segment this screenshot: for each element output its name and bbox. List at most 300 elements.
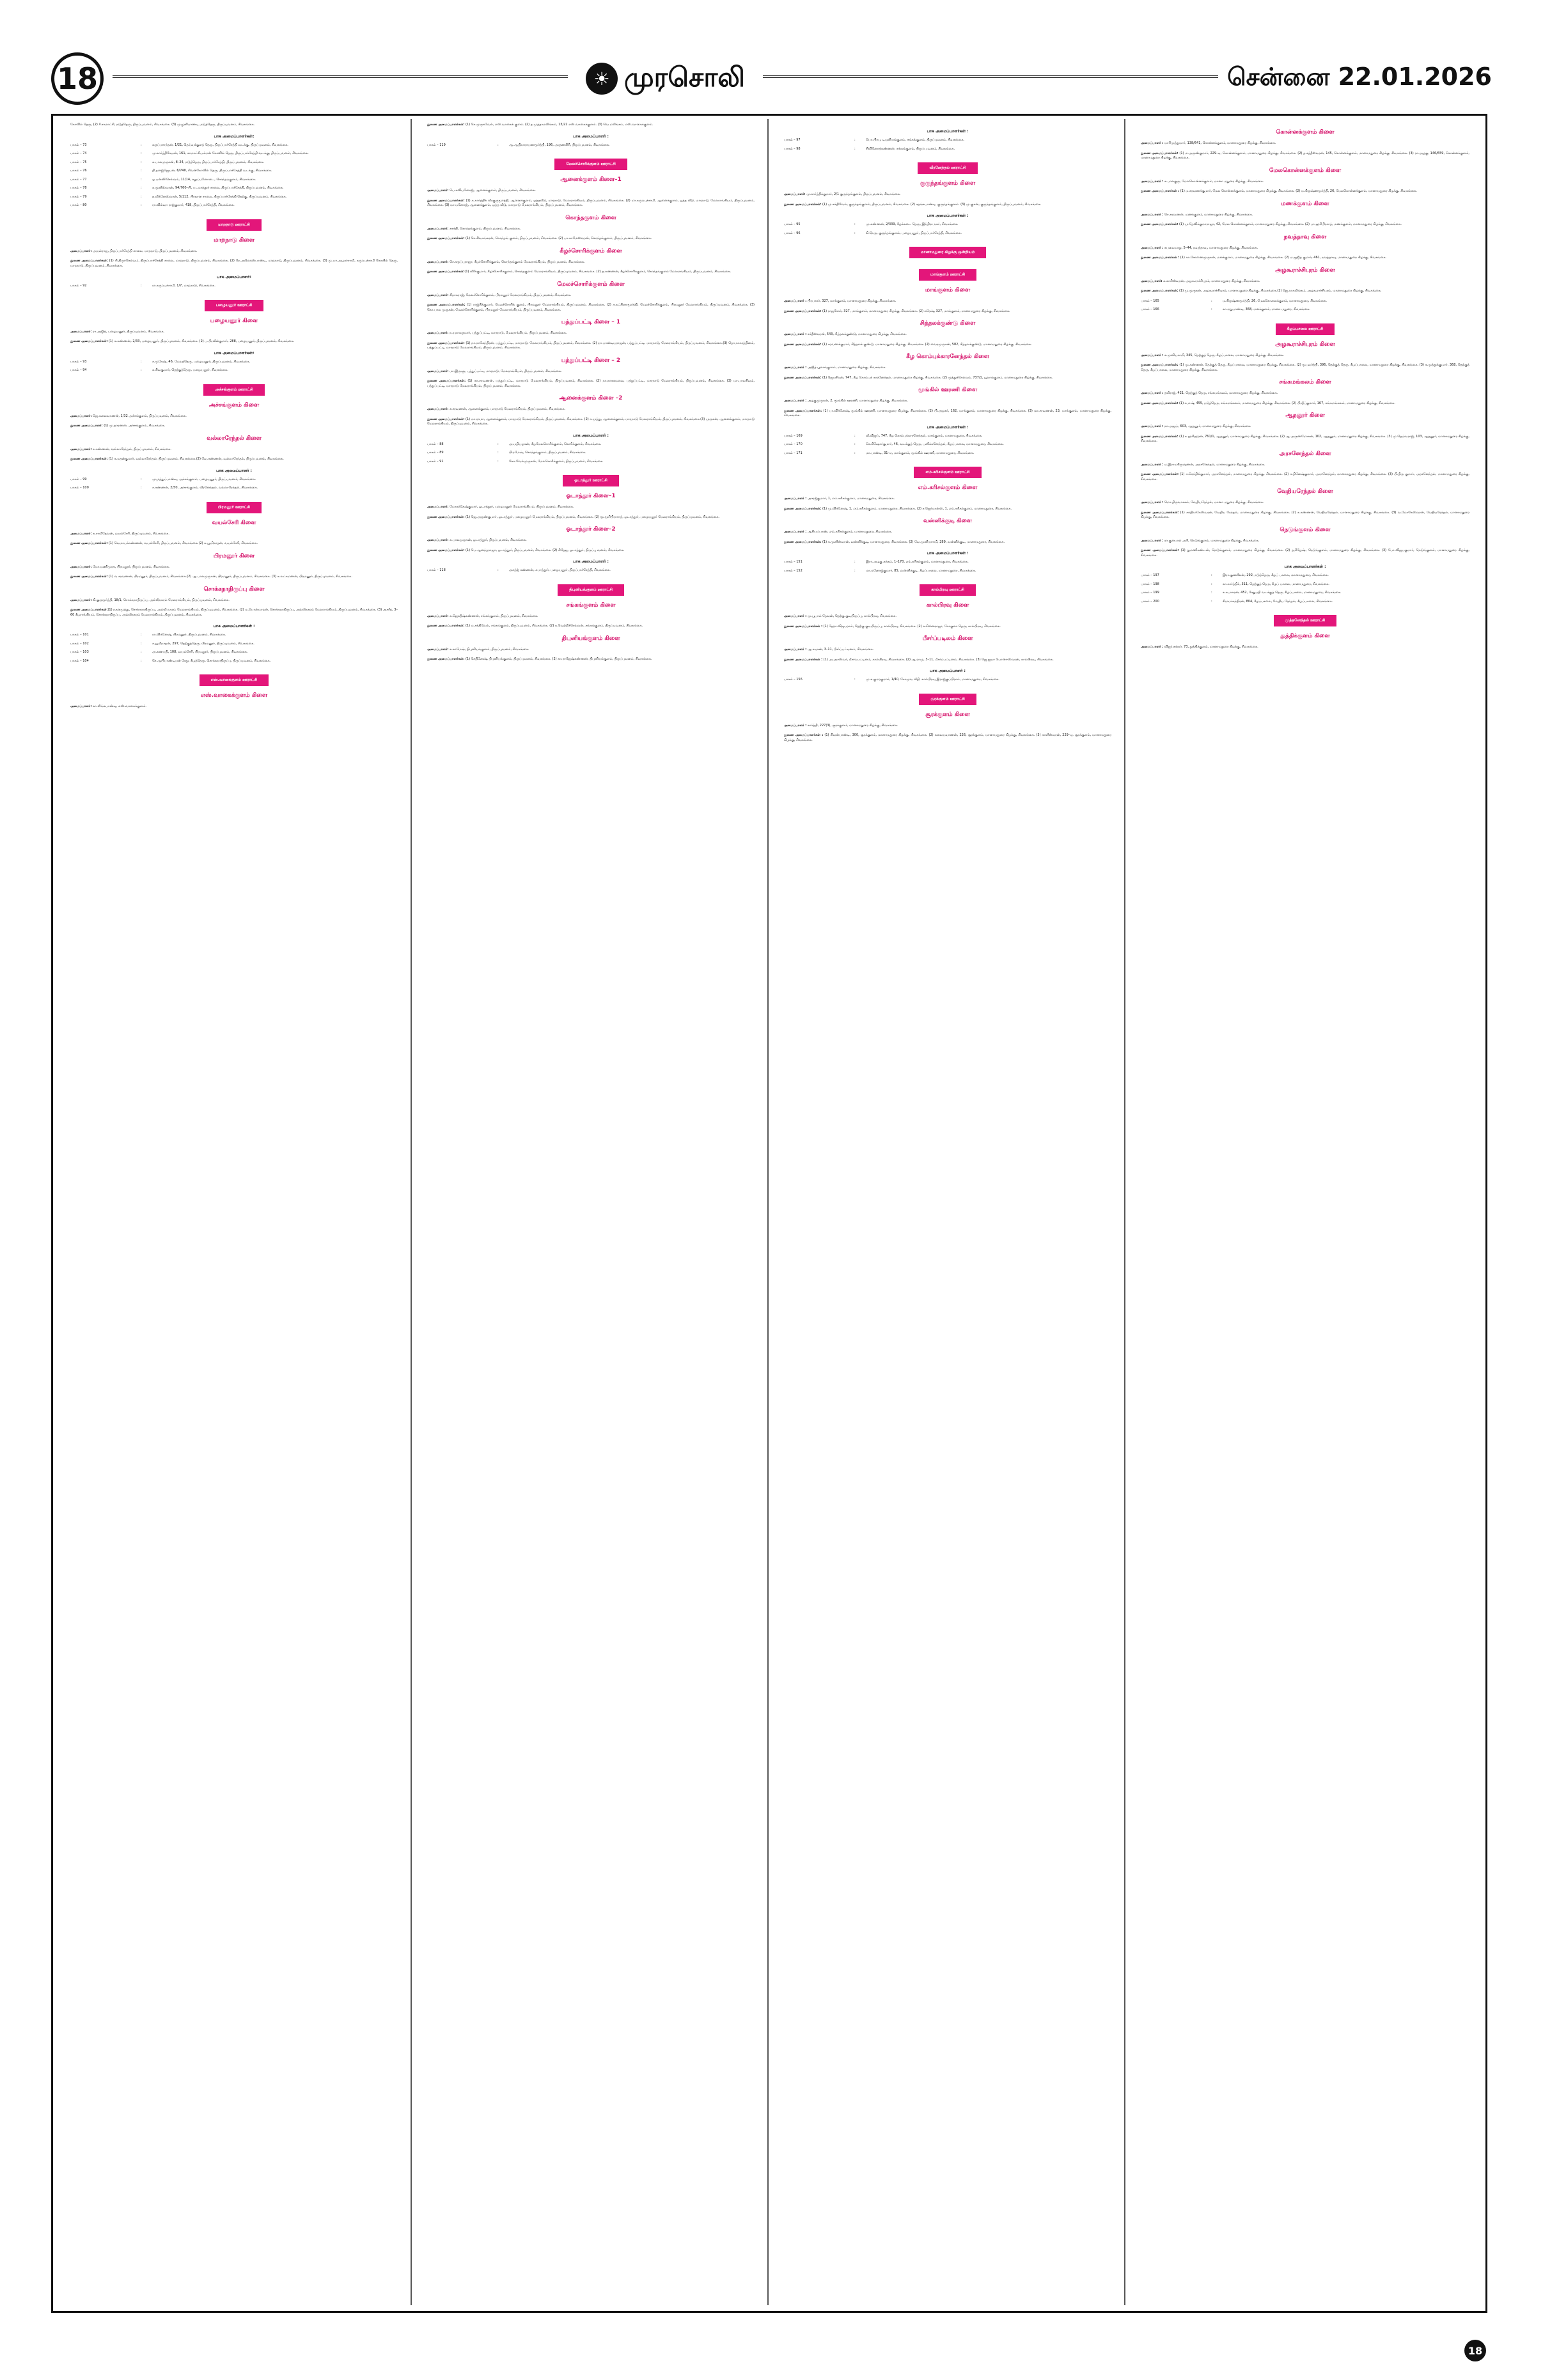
role-label: அமைப்பாளர் : xyxy=(1141,462,1164,467)
role-label: துணை அமைப்பாளர்கள்: xyxy=(427,123,465,127)
colon-separator: : xyxy=(141,641,142,646)
booth-organizer: ச.கண்ணன், 2/50, அச்சங்குளம், வீரனேந்தல், வல்லாரேந்தல், சிவகங்கை. xyxy=(152,486,258,490)
role-label: அமைப்பாளர் : xyxy=(1141,391,1164,395)
member-text: (1) சக்திநாகேஸ்வரன், வேதிய ரேந்தல், மானாமதுரை கிழக்கு, சிவகங்கை. (2) க.கண்ணன், வேதியரேந்தல், மானாமதுரை கிழக்கு, சிவகங்கை. (3) வ.மோகேஸ்வரன், வேதியரேந்தல், மானாமதுரை கிழக்கு, சிவகங்கை. xyxy=(1141,510,1469,519)
colon-separator: : xyxy=(1211,573,1212,577)
branch-heading: கொந்தகுளம் கிளை xyxy=(565,214,616,221)
role-label: துணை அமைப்பாளர்கள் : xyxy=(1141,189,1180,193)
section-banner xyxy=(70,499,398,513)
member-text: (1) நா.நாகேந்திரன், பத்துப்பட்டி, மாரநாடு, மேலராங்கியம், திருப்புவனம், சிவகங்கை. (2) நா.பாண்டியராஜன், பத்துப்பட்டி, மாரநாடு, மேலராங்கியம், திருப்புவனம், சிவகங்கை.(3) தொ.நாகரத்தினம், பத்துப்பட்டி, மாரநாடு மேலராங்கியம், திருப்புவனம், சிவகங்கை. xyxy=(427,341,755,350)
booth-organizer: வீ.விஜய், 747, கீழ கொம்புக்காரனேந்தல், மாங்குளம், மானாமதுரை, சிவகங்கை. xyxy=(866,433,983,438)
role-label: அமைப்பாளர்: xyxy=(427,331,449,335)
member-text: சசக்தி, கொந்தங்குளம், திருப்புவனம், சிவகங்கை. xyxy=(448,226,521,231)
role-label: அமைப்பாளர்: xyxy=(427,369,449,373)
booth-organizer: செ.கிஷோர்குமார், 46, வடக்குத் தெரு, பனிக்கனேந்தல், கீழப்பசலை, மானாமதுரை, சிவகங்கை. xyxy=(866,442,1004,446)
column-4 xyxy=(1125,119,1482,2305)
role-label: துணை அமைப்பாளர்கள்: xyxy=(70,339,108,343)
member-paragraph xyxy=(427,331,755,336)
branch-heading: ஆதனூர் கிளை xyxy=(1285,412,1325,419)
branch-heading: கீழ கொம்புக்காரனேந்தல் கிளை xyxy=(906,354,989,360)
member-text: (1) வ.சரவணன், பிரமனூர், திருப்புவனம், சிவகங்கை.(2) ஆ.பாலமுருகன், பிரமனூர், திருப்புவனம், சிவகங்கை. (3) க.லட்சுமணன், பிரமனூர், திருப்புவனம், சிவகங்கை. xyxy=(107,575,352,579)
section-banner-label: பிரமனூர் ஊராட்சி xyxy=(207,502,262,513)
member-paragraph xyxy=(784,192,1111,198)
member-text: மாரிமுத்துமார், 138/641, கொன்னக்குளம், மானாமதுரை கிழக்கு, சிவகங்கை. xyxy=(1163,141,1276,145)
branch-heading: மேலச்சொரிக்குளம் கிளை xyxy=(557,281,625,288)
member-text: க.பாலகுரு, மேலகொன்னக்குளம், மானா மதுரை கிழக்கு, சிவகங்கை. xyxy=(1163,179,1264,183)
branch-heading: சூரக்குளம் கிளை xyxy=(925,711,970,718)
booth-organizer: மு.கார்த்திகேயன், 161, காமாட்சியம்மன் கோவில் தெரு, திருப்பாச்சேத்தி வடக்கு, திருப்புவனம், சிவகங்கை. xyxy=(152,152,309,155)
booth-organizer: மா.மனோஜ்குமார், 85, வன்னிக்குடி, கீழப்பசலை, மானாமதுரை, சிவகங்கை. xyxy=(866,568,976,573)
booth-organizer: தி.தனஜ்ஜெயன், 6/740, சிவன்கோவில் தெரு, திருப்பாச்சேத்தி வடக்கு, சிவகங்கை. xyxy=(152,169,272,173)
colon-separator: : xyxy=(1211,307,1212,311)
booth-row xyxy=(1141,582,1469,587)
role-label: அமைப்பாளர்: xyxy=(427,293,449,297)
role-label: அமைப்பாளர்: xyxy=(427,407,449,411)
member-paragraph xyxy=(70,330,398,335)
member-paragraph xyxy=(1141,401,1469,407)
member-paragraph xyxy=(427,189,755,194)
branch-heading: நெடுங்குளம் கிளை xyxy=(1280,526,1331,533)
colon-separator: : xyxy=(497,143,499,147)
role-label: அமைப்பாளர் : xyxy=(1141,245,1164,250)
role-label: அமைப்பாளர் : xyxy=(784,648,807,651)
member-text: (1) க.ஹரிஹரன், 761/1, ஆதனூர், மானாமதுரை கிழக்கு, சிவகங்கை. (2) ஆ.அருண்மோகன், 102, ஆதனூர், மானாமதுரை கிழக்கு, சிவகங்கை. (3) மு.தெய்வராஜ், 103, ஆதனூர், மானாமதுரை கிழக்கு, சிவகங்கை. xyxy=(1141,434,1470,443)
member-paragraph xyxy=(1141,463,1469,468)
colon-separator: : xyxy=(1211,599,1212,603)
colon-separator: : xyxy=(1211,582,1212,586)
member-paragraph xyxy=(70,541,398,547)
member-paragraph xyxy=(1141,511,1469,520)
member-paragraph xyxy=(427,407,755,412)
role-label: அமைப்பாளர் : xyxy=(1141,538,1164,543)
booth-organizer: ஆ.ஆதிநாராயணமூர்த்தி, 196, அருணகிரி, திருப்புவனம், சிவகங்கை. xyxy=(509,143,610,147)
booth-organizer: கோ.வேல்முருகன், மேலசொரிக்குளம், திருப்புவனம், சிவகங்கை. xyxy=(509,459,604,463)
member-text: ம.இராமகிருஷ்ணன், அரசனேந்தல், மானாமதுரை கிழக்கு, சிவகங்கை. xyxy=(1163,462,1265,467)
branch-heading: மேலகொன்னக்குளம் கிளை xyxy=(1269,167,1342,174)
role-label: அமைப்பாளர்: xyxy=(70,414,92,418)
branch-heading: ஆனைக்குளம் கிளை –2 xyxy=(559,395,623,401)
member-paragraph xyxy=(427,505,755,510)
section-banner xyxy=(70,381,398,396)
booth-row xyxy=(427,460,755,465)
role-label: அமைப்பாளர்: xyxy=(70,329,92,334)
colon-separator: : xyxy=(141,177,142,182)
member-paragraph xyxy=(427,270,755,275)
branch-heading: எஸ்.வாகைக்குளம் கிளை xyxy=(201,692,267,699)
role-label: துணை அமைப்பாளர்கள்: xyxy=(1141,510,1179,515)
branch-heading: பத்துப்பட்டி கிளை – 1 xyxy=(561,319,621,325)
branch-heading: பீசர்ப்படிலம் கிளை xyxy=(922,635,973,642)
booth-number: பாகம் – 171 xyxy=(784,451,803,455)
role-label: துணை அமைப்பாளர்கள் : xyxy=(784,657,823,662)
role-label: துணை அமைப்பாளர்கள்: xyxy=(1141,472,1179,476)
colon-separator: : xyxy=(854,442,856,446)
branch-heading: அரசனேந்தல் கிளை xyxy=(1279,450,1331,457)
colon-separator: : xyxy=(141,194,142,199)
role-label: துணை அமைப்பாளர்கள்: xyxy=(784,408,822,413)
section-banner-label: ஓடாத்தூர் ஊராட்சி xyxy=(563,475,619,486)
booth-organizer: இரா.குணசீலன், 292, நடுத்தெரு, கீழப் பசலை, மானாமதுரை, சிவகங்கை. xyxy=(1223,573,1329,577)
booth-row xyxy=(784,138,1111,143)
branch-heading: கால்பிரவு கிளை xyxy=(926,602,969,609)
role-label: துணை அமைப்பாளர்கள்: xyxy=(427,341,465,345)
role-label: அமைப்பாளர்: xyxy=(427,647,449,651)
booth-row xyxy=(70,360,398,365)
member-text: க.முனியசாமி, 345, தெற்குத் தெரு, கீழப்பசலை, மானாமதுரை கிழக்கு, சிவகங்கை. xyxy=(1163,353,1284,357)
member-text: க.சாமிதேவன், வயல்சேரி, திருப்புவனம், சிவகங்கை. xyxy=(91,531,169,536)
subheading: பாக அமைப்பாளர்கள் : xyxy=(927,129,969,134)
member-text: செ.சரவணன், மணக்குளம், மானாமதுரை கிழக்கு, சிவகங்கை. xyxy=(1163,212,1253,217)
member-paragraph xyxy=(427,379,755,389)
booth-number: பாகம் – 91 xyxy=(427,459,444,463)
member-text: (1) சி.திருச்செல்வம், திருப்பாச்சேத்தி சாலை, மாறநாடு, திருப்புவனம், சிவகங்கை. (2) நே.அலெக்ஸ்பாண்டி, மாறநாடு, திருப்புவனம், சிவகங்கை. (3) மு.பா.அழகர்சாமி, கருப்புச்சாமி கோயில் தெரு, மாறநாடு, திருப்புவனம், சிவகங்கை. xyxy=(70,259,398,268)
section-banner xyxy=(1141,612,1469,626)
booth-row xyxy=(784,560,1111,565)
member-text: (1) ராஜ்சித்குமார், மேலச்சொரிக் குளம், பிரமனூர் மேலராங்கியம், திருப்புவனம், சிவகங்கை. (2) ச.நட்சினாமூர்த்தி, மேலச்சொரிக்குளம், பிரமனூர் மேலராங்கியம், திருப்புவனம், சிவகங்கை. (3) கோ.பால முருகன், மேலச்சொரிக்குளம், பிரமனூர் மேலராங்கியம், திருப்புவனம், சிவகங்கை. xyxy=(427,303,755,312)
subheading: பாக அமைப்பாளர்கள் : xyxy=(927,214,969,218)
booth-organizer: ரா.விக்னேஷ், பிரமனூர், திருப்புவனம், சிவகங்கை. xyxy=(152,633,226,637)
subheading: பாக அமைப்பாளர்கள் : xyxy=(927,551,969,556)
columns xyxy=(55,119,1484,2305)
role-label: துணை அமைப்பாளர்கள்: xyxy=(1141,363,1179,367)
booth-row xyxy=(784,569,1111,574)
branch-heading: சங்கமங்கலம் கிளை xyxy=(1279,379,1331,385)
booth-number: பாகம் – 75 xyxy=(70,160,87,164)
member-paragraph xyxy=(427,227,755,232)
member-text: (1) அ.அசஸ்வர், பீசர்ப்பட்டினம், கால்பிரவு, சிவகங்கை. (2) ஆ.ராமு, 3–11, பீசர்ப்பட்டினம், சிவகங்கை. (3) ஜெ.ஜயா பொன்ஈஸ்வரன், கால்பிரவு, சிவகங்கை. xyxy=(822,657,1054,662)
role-label: துணை அமைப்பாளர்கள்: xyxy=(70,541,108,545)
role-label: அமைப்பாளர் : xyxy=(1141,179,1164,183)
member-paragraph xyxy=(70,447,398,453)
booth-number: பாகம் – 118 xyxy=(427,568,446,572)
member-paragraph xyxy=(70,608,398,618)
member-paragraph xyxy=(1141,539,1469,544)
member-paragraph xyxy=(784,203,1111,208)
branch-heading: பிரமனூர் கிளை xyxy=(213,552,255,559)
newspaper-name: முரசொலி xyxy=(624,61,746,93)
role-label: அமைப்பாளர்: xyxy=(427,505,449,509)
subheading: பாக அமைப்பாளர் : xyxy=(573,433,609,438)
booth-organizer: ரா.வில்வா ராஜ்குமார், 418, திருப்பாச்சேத்தி, சிவகங்கை. xyxy=(152,203,235,207)
booth-organizer: பொ.பிரபு, டிபுனியங்குளம், சங்கங்குளம், திருப்புவனம், சிவகங்கை. xyxy=(866,138,964,142)
section-banner-label: மாறநாடு ஊராட்சி xyxy=(207,219,262,231)
member-paragraph xyxy=(1141,424,1469,430)
member-paragraph xyxy=(1141,180,1469,185)
colon-separator: : xyxy=(854,222,856,226)
booth-number: பாகம் – 98 xyxy=(784,146,801,151)
role-label: அமைப்பாளர் : xyxy=(1141,212,1164,217)
member-text: மு.கார்த்திக்குமார், 2/1 குருந்தங்குளம், திருப்புவனம், சிவகங்கை. xyxy=(805,192,901,196)
colon-separator: : xyxy=(141,203,142,207)
colon-separator: : xyxy=(141,368,142,372)
column-1 xyxy=(55,119,412,2305)
role-label: துணை அமைப்பாளர்கள்: xyxy=(1141,401,1179,405)
branch-heading: எம்.கரிசல்குளம் கிளை xyxy=(918,485,978,491)
member-paragraph xyxy=(1141,189,1469,194)
member-text: (1) செதினேஷ், திபுனியங்குளம், திருப்புவனம், சிவகங்கை. (2) கா.ராஜேஷ்கண்ணன், திபுனியங்குளம், திருப்புவனம், சிவகங்கை. xyxy=(464,657,652,661)
member-text: (1) மு.முருகன், அழகூராச்சிபுரம், மானாமதுரை கிழக்கு, சிவகங்கை.(2) ஜெ.நாகலிங்கம், அழகூராச்சிபுரம், மானாமதுரை கிழக்கு, சிவகங்கை. xyxy=(1178,289,1382,293)
member-text: (1) கா.சரவணன், பத்துப்பட்டி, மாரநாடு மேலராங்கியம், திருப்புவனம், சிவகங்கை. (2) நா.நாககமலை, பத்துப்பட்டி, மாரநாடு மேலராங்கியம், திருப்புவனம், சிவகங்கை. (3) மா.பாலசிவம், பத்துப்பட்டி, மாரநாடு மேலராங்கியம், திருப்புவனம், சிவகங்கை. xyxy=(427,379,755,388)
header-rule-right xyxy=(763,75,1218,82)
role-label: அமைப்பாளர்: xyxy=(70,598,92,602)
role-label: துணை அமைப்பாளர்கள்: xyxy=(1141,434,1179,439)
member-text: (1) ம.சரவணக்குமார், மேல கொன்னக்குளம், மானாமதுரை கிழக்கு, சிவகங்கை. (2) ம.கிருஷ்ணமூர்த்தி, 26, மேலகொன்னக்குளம், மானாமதுரை கிழக்கு, சிவகங்கை. xyxy=(1179,189,1417,193)
colon-separator: : xyxy=(141,169,142,173)
member-text: (1) பா.விக்னேஷ், மூங்கில் ஊரணி, மானாமதுரை கிழக்கு, சிவகங்கை. (2) பி.அழகர், 162, மாங்குளம், மானாமதுரை கிழக்கு, சிவகங்கை. (3) மா.சரவணன், 23, மாங்குளம், மானாமதுரை கிழக்கு, சிவகங்கை. xyxy=(784,408,1111,417)
member-text: (1) ஜெ.அருண்குமார், ஓடாத்தூர், பழையனூர் மேலராங்கியம், திருப்புவனம், சிவகங்கை. (2) மூ.மூரிபிராசாத், ஓடாத்தூர், பழையனூர் மேலராங்கியம், திருப்புவனம், சிவகங்கை. xyxy=(464,515,720,519)
booth-row xyxy=(70,143,398,148)
booth-row xyxy=(1141,600,1469,605)
member-text: கார்த்தி, 227(3), சூரக்குளம், மானாமதுரை கிழக்கு, சிவகங்கை. xyxy=(806,723,898,727)
booth-organizer: க.சுபாகரன், 452, சேதுபதி வடக்குத் தெரு, கீழப்பசலை, மானாமதுரை, சிவகங்கை. xyxy=(1223,591,1342,595)
section-banner-label: பழையனூர் ஊராட்சி xyxy=(205,300,264,311)
role-label: அமைப்பாளர்: xyxy=(427,189,449,192)
booth-number: பாகம் – 96 xyxy=(784,231,801,235)
booth-number: பாகம் – 103 xyxy=(70,650,89,654)
role-label: துணை அமைப்பாளர்கள்: xyxy=(427,303,466,307)
member-text: (1) செ.முருகவேல், எஸ்.வாகைக் குளம். (2) த.முத்தாமலிங்கம், 13/22 எஸ்.வாகைக்குளம். (3) வெ.மலிங்கம், எஸ்.வாகைக்குளம். xyxy=(464,123,654,127)
member-text: (1) க.மதன்குமார், வல்லாரேந்தல், திருப்புவனம், சிவகங்கை.(2) வே.கண்ணன், வல்லாரேந்தல், திருப்புவனம், சிவகங்கை. xyxy=(107,457,284,461)
role-label: துணை அமைப்பாளர்கள்: xyxy=(1141,548,1179,552)
section-banner xyxy=(70,297,398,311)
member-text: (1) பெ.ஆனந்தராஜா, ஓடாத்தூர், திருப்புவனம், சிவகங்கை. (2) சிதேஜ, ஓடாத்தூர், திருப்பு வனம், சிவகங்கை. xyxy=(464,548,625,552)
member-text: (1) மு.தேவிக்குமாராஜா, 42, மேல கொன்னக்குளம், மானாமதுரை கிழக்கு, சிவகங்கை. (2) பா.ஹரிபிரசாத், மணக்குளம், மானாமதுரை கிழக்கு, சிவகங்கை. xyxy=(1178,222,1402,226)
booth-row xyxy=(784,231,1111,237)
member-text: விஜய்சங்கர், 73, துத்திக்குளம், மானாமதுரை கிழக்கு, சிவகங்கை. xyxy=(1163,645,1258,649)
branch-heading: அழகூராச்சிபுரம் கிளை xyxy=(1275,341,1335,348)
branch-heading: ஆனைக்குளம் கிளை–1 xyxy=(560,176,622,183)
booth-organizer: மு.கண்ணன், 2/339, கீழக்கடை தெரு, இந்திரா நகர், சிவகங்கை. xyxy=(866,222,959,226)
member-text: (1) க.கார்த்திக் வீரகுருமூர்த்தி, ஆனைக்குளம், ஒத்தவீடு, மாரநாடு, மேலராங்கியம், திருப்புவனம், சிவகங்கை. (2) மா.கருப்புச்சாமி, ஆனைக்குளம், ஒத்த வீடு, மாரநாடு, மேலராங்கியம், திருப்புவனம், சிவகங்கை. (3) மா.மனோஜ், ஆனைக்குளம், ஒத்த வீடு, மாரநாடு மேலராங்கியம், திருப்புவனம், சிவகங்கை. xyxy=(427,198,755,207)
role-label: துணை அமைப்பாளர்கள் : xyxy=(784,733,824,737)
member-text: க.பாலமுருகன், ஓடாத்தூர், திருப்புவனம், சிவகங்கை. xyxy=(448,538,527,542)
member-paragraph xyxy=(784,332,1111,338)
section-banner xyxy=(427,155,755,170)
member-paragraph xyxy=(70,457,398,462)
member-paragraph xyxy=(427,515,755,520)
colon-separator: : xyxy=(854,138,856,142)
member-text: (1) வெமாயக்கண்ணன், வயல்சேரி, திருப்புவனம், சிவகங்கை.(2) க.யூமிநாதன், வயல்சேரி, சிவகங்கை. xyxy=(107,541,258,545)
member-paragraph xyxy=(784,343,1111,348)
role-label: துணை அமைப்பாளர்கள்: xyxy=(784,540,822,544)
member-text: (1) க.முனீஸ்வரன், வன்னிக்குடி, மானாமதுரை, சிவகங்கை. (2) வே.முனியசாமி, 289, வன்னிக்குடி, மானாமதுரை, சிவகங்கை. xyxy=(821,540,1005,544)
branch-heading: சொக்கநாதிருப்பு கிளை xyxy=(203,586,265,593)
colon-separator: : xyxy=(141,152,142,155)
section-banner xyxy=(427,472,755,486)
booth-number: பாகம் – 94 xyxy=(70,368,87,372)
member-paragraph xyxy=(427,293,755,299)
member-text: ச.கண்ணன், வல்லாரேந்தல், திருப்புவனம், சிவகங்கை. xyxy=(91,447,171,451)
member-text: கோவில் தெரு, (2) சீ.சாமாட்சி, நடுத்தெரு, திருப்புவனம், சிவகங்கை. (3) முழுனிபாண்டி, நடுத்தெரு, திருப்புவனம், சிவகங்கை. xyxy=(70,123,255,127)
role-label: அமைப்பாளர் : xyxy=(784,723,807,727)
role-label: அமைப்பாளர் : xyxy=(1141,141,1164,145)
member-text: மோகந்தேஷ்குமார், ஓடாத்தூர், பழையனூர் மேலராங்கியம், திருப்புவனம், சிவகங்கை. xyxy=(448,505,574,509)
role-label: துணை அமைப்பாளர்கள்: xyxy=(427,417,465,421)
member-paragraph xyxy=(784,507,1111,512)
booth-organizer: ம.கிருஷ்ணமூர்த்தி, 26, மேலகொலைக்குளம், மானாமதுரை, சிவகங்கை. xyxy=(1223,299,1327,303)
member-text: (1) ம.சக்திவேல், சங்கங்குளம், திருப்புவனம், சிவகங்கை. (2) க.வெற்றிச்செல்வன், சங்கங்குளம், திருப்புவனம், சிவகங்கை. xyxy=(464,624,643,628)
role-label: துணை அமைப்பாளர்கள்: xyxy=(70,259,108,263)
section-banner-label: கால்பிரவு ஊராட்சி xyxy=(920,584,976,596)
branch-heading: அச்சங்குளம் கிளை xyxy=(208,401,260,408)
member-text: செ.கருப்புராஜா, கீழச்சொரிக்குளம், கொந்தங்குளம் மேலராங்கியம், திருப்புவனம், சிவகங்கை. xyxy=(448,260,585,264)
member-text: (1) நகனமுத்து, சொக்கநாதிருப்பு, அல்லி நகரம் மேலராங்கியம், திருப்புவனம், சிவகங்கை. (2) ம.பொன்மாறன், சொக்கநாதிருப்பு, அல்லிநகரம் மேலராங்கியம், திருப்புவனம், சிவகங்கை. (3) அசரீத், 3–60 கீழராங்கியம், சொக்கநாதிருப்பு, அல்லிநகரம் மேலராங்கியம், திருப்புவனம், சிவகங்கை. xyxy=(70,608,398,617)
branch-heading: கொன்னக்குளம் கிளை xyxy=(1276,129,1335,136)
member-paragraph xyxy=(427,614,755,619)
branch-heading: சங்கங்குளம் கிளை xyxy=(566,602,616,609)
booth-number: பாகம் – 88 xyxy=(427,442,444,446)
colon-separator: : xyxy=(1211,299,1212,303)
booth-organizer: கி.நேரு, குருந்தங்குளம், பழையனூர், திருப்பாச்சேத்தி, சிவகங்கை. xyxy=(866,231,962,235)
dateline: சென்னை 22.01.2026 xyxy=(1227,63,1492,91)
branch-heading: மாங்குளம் கிளை xyxy=(925,287,971,293)
member-text: (1) ராஜசேகர், 327, மாங்குளம், மானாமதுரை கிழக்கு, சிவகங்கை. (2) சுரேஷ், 327, மாங்குளம், மானாமதுரை கிழக்கு, சிவகங்கை. xyxy=(821,309,1010,313)
section-banner-label: அச்சங்குளம் ஊராட்சி xyxy=(203,384,264,396)
booth-number: பாகம் – 151 xyxy=(784,560,803,564)
branch-heading: நவத்தாவு கிளை xyxy=(1283,233,1327,240)
member-paragraph xyxy=(1141,501,1469,506)
booth-row xyxy=(1141,307,1469,313)
role-label: துணை அமைப்பாளர்கள்: xyxy=(784,342,822,346)
booth-organizer: அ.மதியழகன், கீழமேலசொரிக்குளம், கொரிக்குளம், சிவகங்கை. xyxy=(509,442,602,446)
role-label: துணை அமைப்பாளர்கள்: xyxy=(1141,289,1179,293)
booth-organizer: மு.க.குமரகுமார், 1/40, சோமுவ வீதி, கால்பிரவு இராஜ்குப்பிராம், மானாமதுரை, சிவகங்கை. xyxy=(866,678,999,681)
role-label: துணை அமைப்பாளர்கள்: xyxy=(70,608,108,612)
booth-organizer: சிராமச்சந்திரன், 804, கீழப்பசலை, வேதிய ரேந்தல், கீழப்பசலை, சிவகங்கை. xyxy=(1223,599,1333,603)
booth-organizer: த.வீக்னேஸ்வரன், 5/112, பிரதான சாலை, திருப்பாச்சேத்தி தெற்கு, திருப்புவனம், சிவகங்கை. xyxy=(152,194,287,199)
role-label: துணை அமைப்பாளர்கள்: xyxy=(784,506,822,511)
role-label: அமைப்பாளர்: xyxy=(70,531,92,536)
member-paragraph xyxy=(427,260,755,265)
booth-row xyxy=(70,152,398,157)
booth-organizer: ரா.கருப்புச்சாமி, 1/7, மாறநாடு, சிவகங்கை. xyxy=(152,284,215,288)
role-label: துணை அமைப்பாளர்கள் : xyxy=(1141,256,1180,260)
role-label: துணை அமைப்பாளர்கள்: xyxy=(427,270,465,274)
colon-separator: : xyxy=(497,568,499,572)
booth-row xyxy=(70,642,398,647)
booth-number: பாகம் – 101 xyxy=(70,633,89,637)
booth-row xyxy=(784,442,1111,447)
colon-separator: : xyxy=(141,143,142,147)
booth-organizer: பி.ரமேஷ், கொந்தங்குளம், திருப்புவனம், சிவகங்கை. xyxy=(509,451,586,455)
member-paragraph xyxy=(427,648,755,653)
role-label: துணை அமைப்பாளர்கள்: xyxy=(70,457,108,461)
member-paragraph xyxy=(1141,152,1469,161)
member-paragraph xyxy=(1141,213,1469,218)
member-text: ரா.அஜித், பழையனூர், திருப்புவனம், சிவகங்கை. xyxy=(91,329,165,334)
colon-separator: : xyxy=(854,433,856,438)
member-paragraph xyxy=(784,366,1111,371)
booth-organizer: க.சிவகுமார், தெற்குத்தெரு, பழையனூர், சிவகங்கை. xyxy=(152,368,228,372)
booth-number: பாகம் – 100 xyxy=(70,486,89,490)
member-text: ஆசியப்பாண், எம்.கரிசல்குளம், மானாமதுரை, சிவகங்கை. xyxy=(806,530,893,534)
colon-separator: : xyxy=(141,284,142,288)
member-paragraph xyxy=(1141,279,1469,284)
role-label: துணை அமைப்பாளர்கள்: xyxy=(70,575,108,579)
subheading: பாக அமைப்பாளர் : xyxy=(930,669,966,673)
colon-separator: : xyxy=(141,160,142,164)
booth-organizer: கா.மதுபாண்டி, 368, மனக்குளம், மானா மதுரை, சிவகங்கை. xyxy=(1223,307,1310,311)
role-label: துணை அமைப்பாளர்கள்: xyxy=(427,515,465,519)
member-text: (1) ச.செந்தில்குமார், அரசனேந்தல், மானாமதுரை கிழக்கு, சிவகங்கை. (2) ச.தினேஷ்குமார், அரசனேந்தல், மானாமதுரை கிழக்கு, சிவகங்கை. (3) பி.திரு குமார், அரசனேந்தல், மானாமதுரை கிழக்கு, சிவகங்கை. xyxy=(1141,472,1469,481)
booth-organizer: மா.பாண்டி, 31–ஏ, மாங்குளம், மூங்கில் ஊரணி, மானாமதுரை, சிவகங்கை. xyxy=(866,451,975,455)
section-banner-label: கீழப்பசலை ஊராட்சி xyxy=(1276,323,1335,335)
member-text: (1) க.கண்ணன், 2/33, பழையனூர், திருப்புவனம், சிவகங்கை. (2) ப.பிரவீன்குமார், 288, பழையனூர், திருப்புவனம், சிவகங்கை. xyxy=(107,339,295,343)
section-banner-label: எஸ்.வாகைகுளம் ஊராட்சி xyxy=(200,674,269,686)
member-text: அழகுமுருகன், 2, மூங்கில் ஊரணி, மானாமதுரை கிழக்கு, சிவகங்கை. xyxy=(806,399,908,403)
member-paragraph xyxy=(1141,363,1469,373)
member-paragraph xyxy=(70,598,398,603)
booth-number: பாகம் – 80 xyxy=(70,203,87,207)
role-label: அமைப்பாளர்: xyxy=(427,538,449,542)
booth-organizer: ச.யூமிநாதன், 297, தெற்குத்தெரு, பிரமனூர், திருப்புவனம், சிவகங்கை. xyxy=(152,641,255,646)
branch-heading: வயல்சேரி கிளை xyxy=(212,519,256,526)
section-banner-label: மேலச்சொரிக்குளம் ஊராட்சி xyxy=(554,159,627,170)
branch-heading: அழகூராச்சிபுரம் கிளை xyxy=(1275,267,1335,274)
member-paragraph xyxy=(427,341,755,351)
colon-separator: : xyxy=(854,451,856,455)
booth-organizer: ஓ.பன்னீர்செல்வம், 11/14, சலுப்பனோடை, கொந்தப்குளம், சிவகங்கை. xyxy=(152,177,256,182)
branch-heading: மணக்குளம் கிளை xyxy=(1281,200,1329,207)
role-label: அமைப்பாளர்: xyxy=(70,447,92,451)
role-label: துணை அமைப்பாளர்கள்: xyxy=(427,624,465,628)
member-paragraph xyxy=(784,530,1111,535)
booth-row xyxy=(70,169,398,174)
role-label: அமைப்பாளர்: xyxy=(427,614,449,618)
subheading: பாக அமைப்பாளர்கள் : xyxy=(213,624,255,628)
booth-row xyxy=(70,186,398,191)
member-paragraph xyxy=(70,339,398,345)
member-paragraph xyxy=(784,409,1111,419)
branch-heading: கீழச்சொரிக்குளம் கிளை xyxy=(560,247,622,254)
booth-number: பாகம் – 170 xyxy=(784,442,803,446)
booth-row xyxy=(70,368,398,373)
member-paragraph xyxy=(1141,354,1469,359)
booth-number: பாகம் – 73 xyxy=(70,143,87,147)
member-text: அசரஜ்குமார், 1, எம்.கரிசல்குளம், மானாமதுரை, சிவகங்கை. xyxy=(806,497,895,501)
member-paragraph xyxy=(1141,289,1469,294)
subheading: பாக அமைப்பாளர்கள் : xyxy=(927,424,969,430)
booth-number: பாகம் – 198 xyxy=(1141,582,1159,586)
role-label: அமைப்பாளர் : xyxy=(784,614,807,618)
member-text: (1) சரவணக்குமார், சித்தலக் குண்டு, மானாமதுரை கிழக்கு, சிவகங்கை. (2) வைரமுருகன், 582, சித்தலக்குண்டு, மானாமதுரை கிழக்கு, சிவகங்கை. xyxy=(821,342,1032,346)
member-paragraph xyxy=(1141,256,1469,261)
role-label: அமைப்பாளர்: xyxy=(427,260,449,264)
member-text: க.ஜெகதீஷ்கண்ணன், சங்கங்குளம், திருப்புவனம், சிவகங்கை. xyxy=(448,614,538,618)
member-text: மா.இருளு, பத்துப்பட்டி, மாரநாடு, மேலராங்கியம், திருப்புவனம், சிவகங்கை. xyxy=(448,369,562,373)
booth-number: பாகம் – 104 xyxy=(70,658,89,663)
colon-separator: : xyxy=(497,451,499,455)
booth-number: பாகம் – 169 xyxy=(784,433,803,438)
member-text: (1) நுமணிகண்டன், நெடுங்குளம், மானாமதுரை கிழக்கு, சிவகங்கை. (2) தமிழேஷ், நெடுங்குளம், மானாமதுரை கிழக்கு, சிவகங்கை. (3) போ.விஜயகுமார், நெடுங்குளம், மானாமதுரை கிழக்கு, சிவகங்கை. xyxy=(1141,548,1470,557)
role-label: துணை அமைப்பாளர்கள்: xyxy=(427,657,465,661)
colon-separator: : xyxy=(141,359,142,364)
booth-row xyxy=(70,203,398,208)
member-text: (1) சபாஷ், 455, நடுத்தெரு, சங்கமங்கலம், மானாமதுரை கிழக்கு, சிவகங்கை. (2) பிரதீப்குமார், 167, சங்கமங்கலம், மானாமதுரை கிழக்கு, சிவகங்கை. xyxy=(1178,401,1395,405)
branch-heading: வல்லாரேந்தல் கிளை xyxy=(207,435,262,442)
booth-row xyxy=(427,143,755,148)
booth-number: பாகம் – 199 xyxy=(1141,591,1159,595)
member-text: (1) கா.சோணைமுருகன், மனக்குளம், மானாமதுரை கிழக்கு, சிவகங்கை. (2) ம.ஜஜித் குமார், 461, நவத்தாவு, மானாமதுரை கிழக்கு, சிவகங்கை. xyxy=(1179,256,1387,260)
branch-heading: பத்துப்பட்டி கிளை – 2 xyxy=(561,357,621,364)
member-paragraph xyxy=(784,733,1111,743)
booth-row xyxy=(70,178,398,183)
member-text: நா.அஜய், 603, ஆதனூர், மானாமதுரை கிழக்கு, சிவகங்கை. xyxy=(1163,424,1251,428)
branch-heading: மாறநாடு கிளை xyxy=(214,237,255,244)
booth-number: பாகம் – 119 xyxy=(427,143,446,147)
booth-organizer: சிவினோத்கண்ணன், சங்கங்குளம், திருப்பு வனம், சிவகங்கை. xyxy=(866,146,955,151)
colon-separator: : xyxy=(497,442,499,446)
